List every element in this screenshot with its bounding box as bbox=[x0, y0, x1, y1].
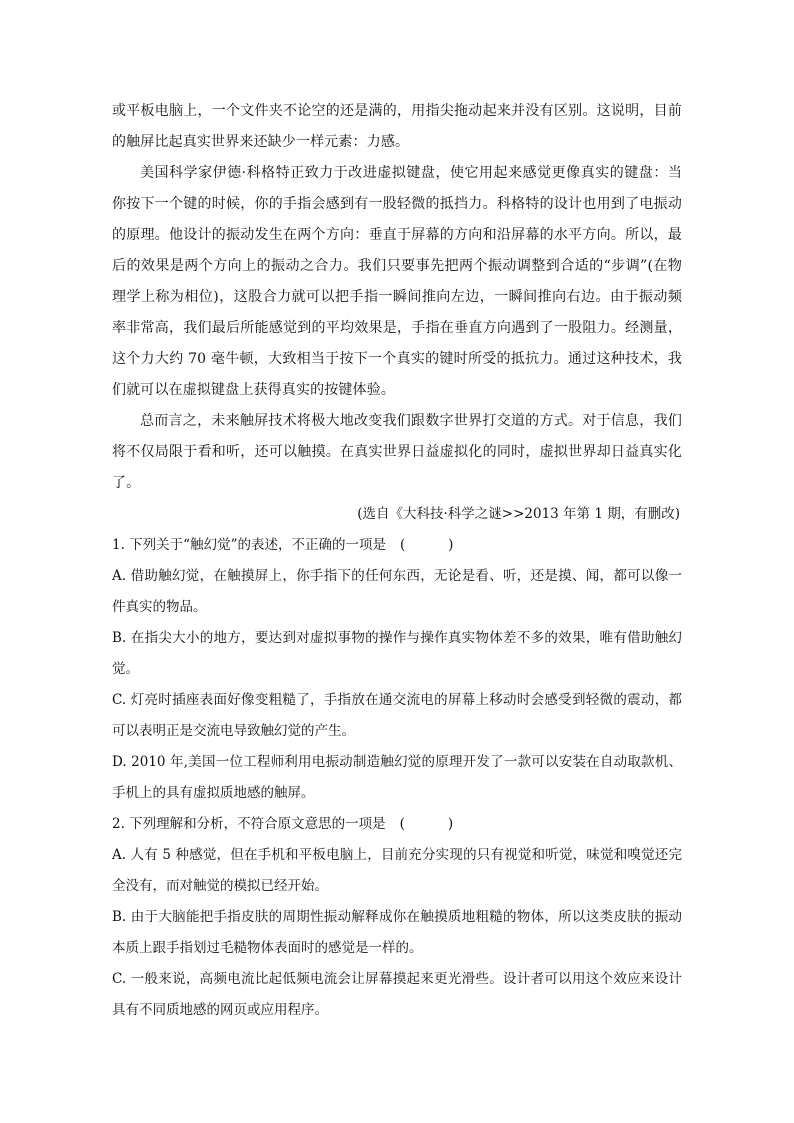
answer-blank: ( ) bbox=[399, 816, 454, 832]
question-1 bbox=[112, 530, 682, 809]
question-2 bbox=[112, 809, 682, 1026]
question-2-stem: 2. 下列理解和分析，不符合原文意思的一项是 bbox=[112, 816, 386, 832]
question-2-option-a: A. 人有 5 种感觉，但在手机和平板电脑上，目前充分实现的只有视觉和听觉，味觉和嗅觉还完全没有，而对触觉的模拟已经开始。 bbox=[112, 847, 682, 894]
answer-blank: ( ) bbox=[399, 537, 454, 553]
article-paragraph-1: 或平板电脑上，一个文件夹不论空的还是满的，用指尖拖动起来并没有区别。这说明，目前的触屏比起真实世界来还缺少一样元素：力感。 bbox=[112, 103, 682, 150]
document-page bbox=[112, 96, 682, 1026]
question-1-option-c: C. 灯亮时插座表面好像变粗糙了，手指放在通交流电的屏幕上移动时会感受到轻微的震动，都可以表明正是交流电导致触幻觉的产生。 bbox=[112, 692, 682, 739]
question-stem bbox=[112, 530, 682, 561]
question-1-stem: 1. 下列关于“触幻觉”的表述，不正确的一项是 bbox=[112, 537, 386, 553]
question-1-option-a: A. 借助触幻觉，在触摸屏上，你手指下的任何东西，无论是看、听，还是摸、闻，都可以像一件真实的物品。 bbox=[112, 568, 682, 615]
question-stem bbox=[112, 809, 682, 840]
article-paragraph-3: 总而言之，未来触屏技术将极大地改变我们跟数字世界打交道的方式。对于信息，我们将不仅局限于看和听，还可以触摸。在真实世界日益虚拟化的同时，虚拟世界却日益真实化了。 bbox=[112, 413, 682, 491]
article-source: (选自《大科技·科学之谜>>2013 年第 1 期，有删改) bbox=[357, 506, 680, 522]
question-2-option-c: C. 一般来说，高频电流比起低频电流会让屏幕摸起来更光滑些。设计者可以用这个效应来设计具有不同质地感的网页或应用程序。 bbox=[112, 971, 682, 1018]
article-paragraph-2: 美国科学家伊德·科格特正致力于改进虚拟键盘，使它用起来感觉更像真实的键盘：当你按下一个键的时候，你的手指会感到有一股轻微的抵挡力。科格特的设计也用到了电振动的原理。他设计的振动发生在两个方向：垂直于屏幕的方向和沿屏幕的水平方向。所以，最后的效果是两个方向上的振动之合力。我们只要事先把两个振动调整到合适的“步调”(在物理学上称为相位)，这股合力就可以把手指一瞬间推向左边，一瞬间推向右边。由于振动频率非常高，我们最后所能感觉到的平均效果是，手指在垂直方向遇到了一股阻力。经测量，这个力大约 70 毫牛顿，大致相当于按下一个真实的键时所受的抵抗力。通过这种技术，我们就可以在虚拟键盘上获得真实的按键体验。 bbox=[112, 165, 682, 398]
question-2-option-b: B. 由于大脑能把手指皮肤的周期性振动解释成你在触摸质地粗糙的物体，所以这类皮肤的振动本质上跟手指划过毛糙物体表面时的感觉是一样的。 bbox=[112, 909, 682, 956]
question-1-option-b: B. 在指尖大小的地方，要达到对虚拟事物的操作与操作真实物体差不多的效果，唯有借助触幻觉。 bbox=[112, 630, 682, 677]
question-1-option-d: D. 2010 年,美国一位工程师利用电振动制造触幻觉的原理开发了一款可以安装在自动取款机、手机上的具有虚拟质地感的触屏。 bbox=[112, 754, 682, 801]
